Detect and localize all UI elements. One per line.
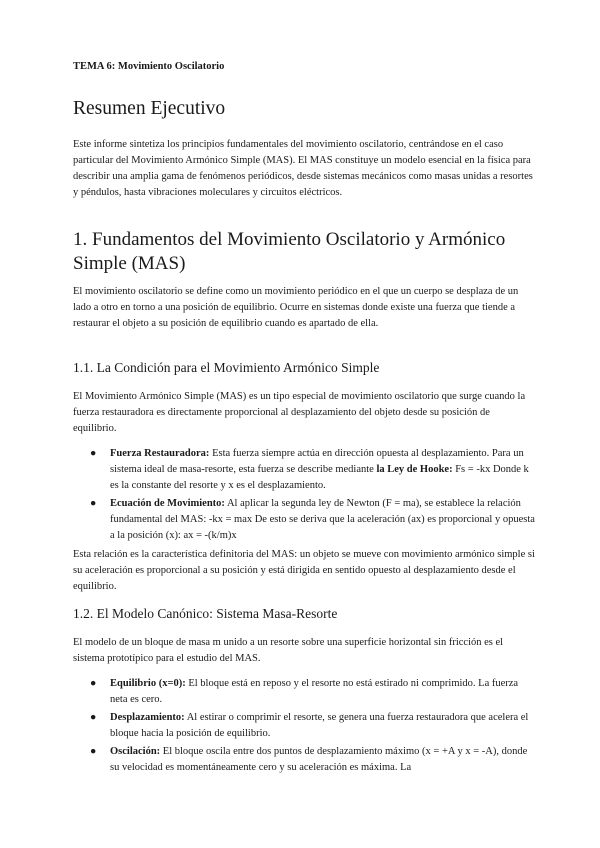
bullet-icon: ● — [90, 678, 97, 689]
page-header: TEMA 6: Movimiento Oscilatorio — [73, 61, 225, 72]
executive-summary-body: Este informe sintetiza los principios fundamentales del movimiento oscilatorio, centrándose en el caso particular del Movimiento Armónico Simple (MAS). El MAS constituye un modelo esencial en la física para describir una amplia gama de fenómenos periódicos, desde sistemas mecánicos como masas unidas a resortes y péndulos, hasta vibraciones moleculares y circuitos eléctricos. — [73, 139, 533, 198]
section-1-2-body: El modelo de un bloque de masa m unido a un resorte sobre una superficie horizontal sin fricción es el sistema prototípico para el estudio del MAS. — [73, 637, 504, 664]
bullet-term: Fuerza Restauradora: — [110, 448, 210, 459]
bullet-text: Al aplicar la segunda ley de Newton (F = ma), se establece la relación fundamental del MAS: -kx = max De esto se deriva que la aceleración (ax) es proporcional y opuesta a la posición (x): ax = -(k/m)x — [110, 498, 535, 541]
bullet-text: El bloque está en reposo y el resorte no está estirado ni comprimido. La fuerza neta es cero. — [110, 678, 519, 705]
list-item — [73, 744, 535, 776]
bullet-icon: ● — [90, 498, 97, 509]
bullet-icon: ● — [90, 746, 97, 757]
bullet-term: Ecuación de Movimiento: — [110, 498, 225, 509]
list-item — [73, 710, 535, 742]
bullet-text: El bloque oscila entre dos puntos de desplazamiento máximo (x = +A y x = -A), donde su velocidad es momentáneamente cero y su aceleración es máxima. La — [110, 746, 528, 773]
bullet-term: Equilibrio (x=0): — [110, 678, 186, 689]
section-1-2-title: 1.2. El Modelo Canónico: Sistema Masa-Resorte — [73, 606, 338, 621]
bullet-icon: ● — [90, 712, 97, 723]
list-item — [73, 676, 535, 708]
section-1-title: 1. Fundamentos del Movimiento Oscilatorio y Armónico Simple (MAS) — [73, 229, 506, 274]
section-1-1-closing: Esta relación es la característica definitoria del MAS: un objeto se mueve con movimiento armónico simple si su aceleración es proporcional a su posición y está dirigida en sentido opuesto al desplazamiento desde el equilibrio. — [73, 549, 535, 592]
section-1-2-bullets — [73, 676, 535, 778]
section-1-1-body: El Movimiento Armónico Simple (MAS) es un tipo especial de movimiento oscilatorio que surge cuando la fuerza restauradora es directamente proporcional al desplazamiento del objeto desde su posición de equilibrio. — [73, 391, 526, 434]
list-item — [73, 446, 535, 494]
section-1-1-title: 1.1. La Condición para el Movimiento Armónico Simple — [73, 360, 380, 375]
executive-summary-title: Resumen Ejecutivo — [73, 98, 226, 119]
bullet-text: Al estirar o comprimir el resorte, se genera una fuerza restauradora que acelera el bloque hacia la posición de equilibrio. — [110, 712, 529, 739]
bullet-term: Oscilación: — [110, 746, 161, 757]
bullet-text: Esta fuerza siempre actúa en dirección opuesta al desplazamiento. Para un sistema ideal de masa-resorte, esta fuerza se describe mediante — [110, 448, 524, 475]
section-1-1-bullets — [73, 446, 535, 546]
bullet-icon: ● — [90, 448, 97, 459]
bullet-term: la Ley de Hooke: — [376, 464, 453, 475]
bullet-text: Fs = -kx Donde k es la constante del resorte y x es el desplazamiento. — [110, 464, 529, 491]
section-1-body: El movimiento oscilatorio se define como un movimiento periódico en el que un cuerpo se desplaza de un lado a otro en torno a una posición de equilibrio. Ocurre en sistemas donde existe una fuerza que tiende a restaurar el objeto a su posición de equilibrio cuando es apartado de ella. — [73, 286, 519, 329]
list-item — [73, 496, 535, 544]
bullet-term: Desplazamiento: — [110, 712, 185, 723]
